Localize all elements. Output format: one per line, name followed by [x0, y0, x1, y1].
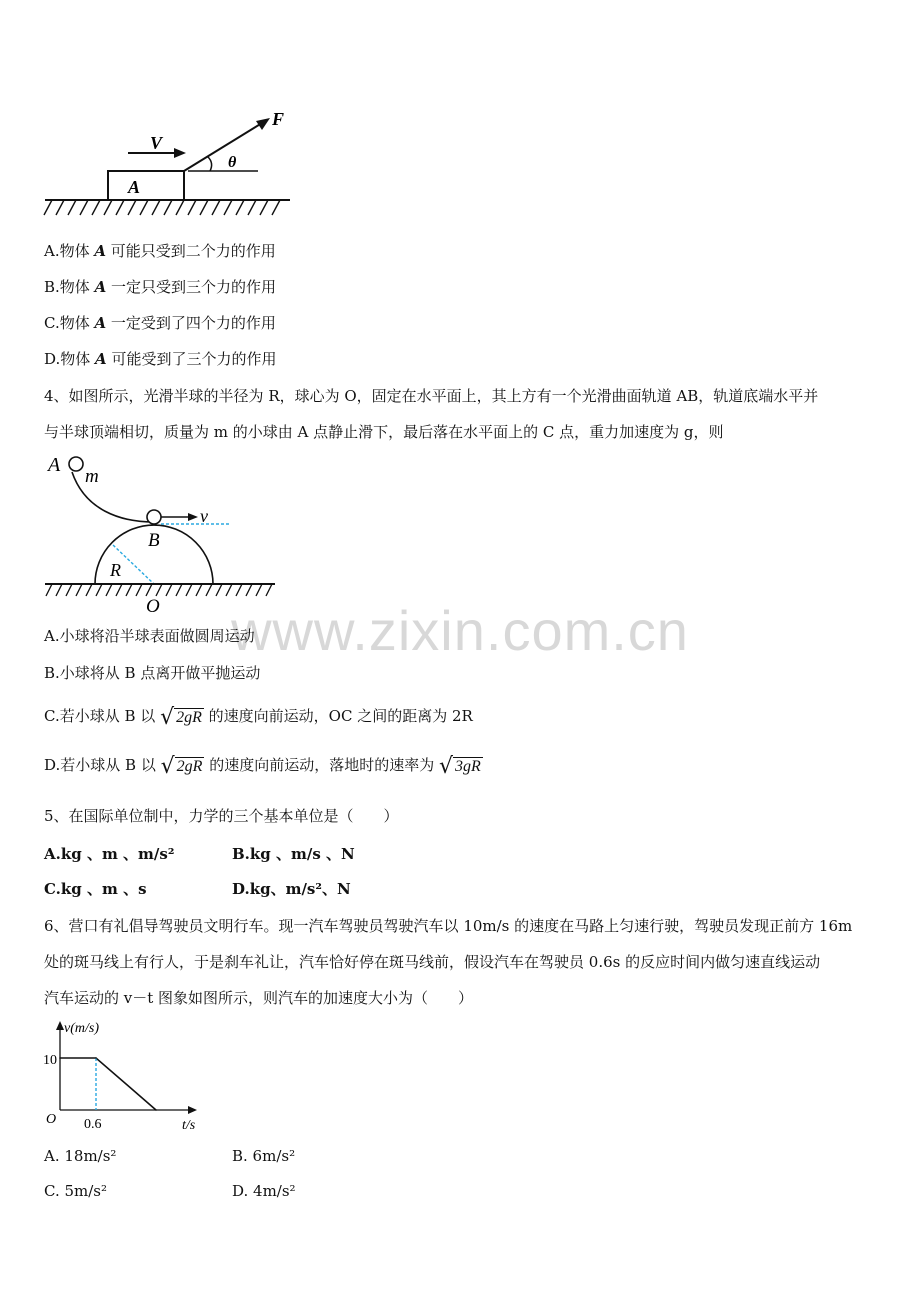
force-label: F [272, 109, 285, 129]
option-4d: D.若小球从 B 以 √ 2gR 的速度向前运动，落地时的速率为 √ 3gR [44, 753, 481, 779]
sqrt-expression: √ 3gR [439, 753, 481, 779]
radius-label: R [110, 560, 121, 580]
option-4a: A.小球将沿半球表面做圆周运动 [44, 627, 255, 645]
velocity-v-label: v [200, 506, 208, 526]
option-6b: B. 6m/s² [232, 1147, 296, 1165]
hemisphere-diagram [40, 450, 290, 618]
data-point [59, 1057, 61, 1059]
block-a [108, 171, 184, 200]
data-point [155, 1109, 157, 1111]
y-axis-label: v(m/s) [64, 1021, 99, 1036]
question-4-line1: 4、如图所示，光滑半球的半径为 R，球心为 O，固定在水平面上，其上方有一个光滑曲面轨道 AB，轨道底端水平并 [44, 387, 819, 405]
sqrt-expression: √ 2gR [160, 753, 203, 779]
velocity-time-chart [40, 1015, 215, 1133]
theta-label: θ [228, 154, 237, 171]
x-axis-arrow [188, 1106, 197, 1114]
option-3d: D.物体 A 可能受到了三个力的作用 [44, 350, 277, 368]
option-3b: B.物体 A 一定只受到三个力的作用 [44, 278, 276, 296]
question-6-line1: 6、营口有礼倡导驾驶员文明行车。现一汽车驾驶员驾驶汽车以 10m/s 的速度在马路上匀速行驶，驾驶员发现正前方 16m [44, 917, 853, 935]
y-tick-label: 10 [43, 1053, 57, 1068]
x-tick-label: 0.6 [84, 1117, 102, 1132]
point-b-label: B [148, 530, 160, 551]
option-5d: D.kg、m/s²、N [232, 880, 351, 898]
mass-label: m [85, 466, 99, 487]
watermark: www.zixin.com.cn [231, 599, 689, 662]
velocity-label: V [150, 133, 163, 153]
option-6c: C. 5m/s² [44, 1182, 108, 1200]
force-diagram [40, 105, 300, 225]
origin-label: O [46, 1112, 57, 1127]
option-3c: C.物体 A 一定受到了四个力的作用 [44, 314, 276, 332]
question-6-line3: 汽车运动的 v－t 图象如图所示，则汽车的加速度大小为（ ） [44, 989, 474, 1007]
y-axis-arrow [56, 1021, 64, 1030]
data-point [95, 1057, 97, 1059]
option-6a: A. 18m/s² [44, 1147, 117, 1165]
option-5a: A.kg 、m 、m/s² [44, 845, 175, 863]
option-5b: B.kg 、m/s 、N [232, 845, 355, 863]
point-a-label: A [48, 454, 61, 476]
x-axis-label: t/s [182, 1118, 196, 1133]
center-o-label: O [146, 596, 160, 617]
option-3a: A.物体 A 可能只受到二个力的作用 [44, 242, 276, 260]
option-5c: C.kg 、m 、s [44, 880, 147, 898]
question-5: 5、在国际单位制中，力学的三个基本单位是（ ） [44, 807, 399, 825]
option-6d: D. 4m/s² [232, 1182, 296, 1200]
question-6-line2: 处的斑马线上有行人，于是刹车礼让，汽车恰好停在斑马线前，假设汽车在驾驶员 0.6s 的反应时间内做匀速直线运动 [44, 953, 821, 971]
sqrt-expression: √ 2gR [160, 704, 202, 730]
option-4b: B.小球将从 B 点离开做平抛运动 [44, 664, 261, 682]
block-label: A [128, 177, 141, 197]
question-4-line2: 与半球顶端相切，质量为 m 的小球由 A 点静止滑下，最后落在水平面上的 C 点，重力加速度为 g，则 [44, 423, 724, 441]
option-4c: C.若小球从 B 以 √ 2gR 的速度向前运动，OC 之间的距离为 2R [44, 704, 473, 730]
velocity-series-line [60, 1058, 156, 1110]
